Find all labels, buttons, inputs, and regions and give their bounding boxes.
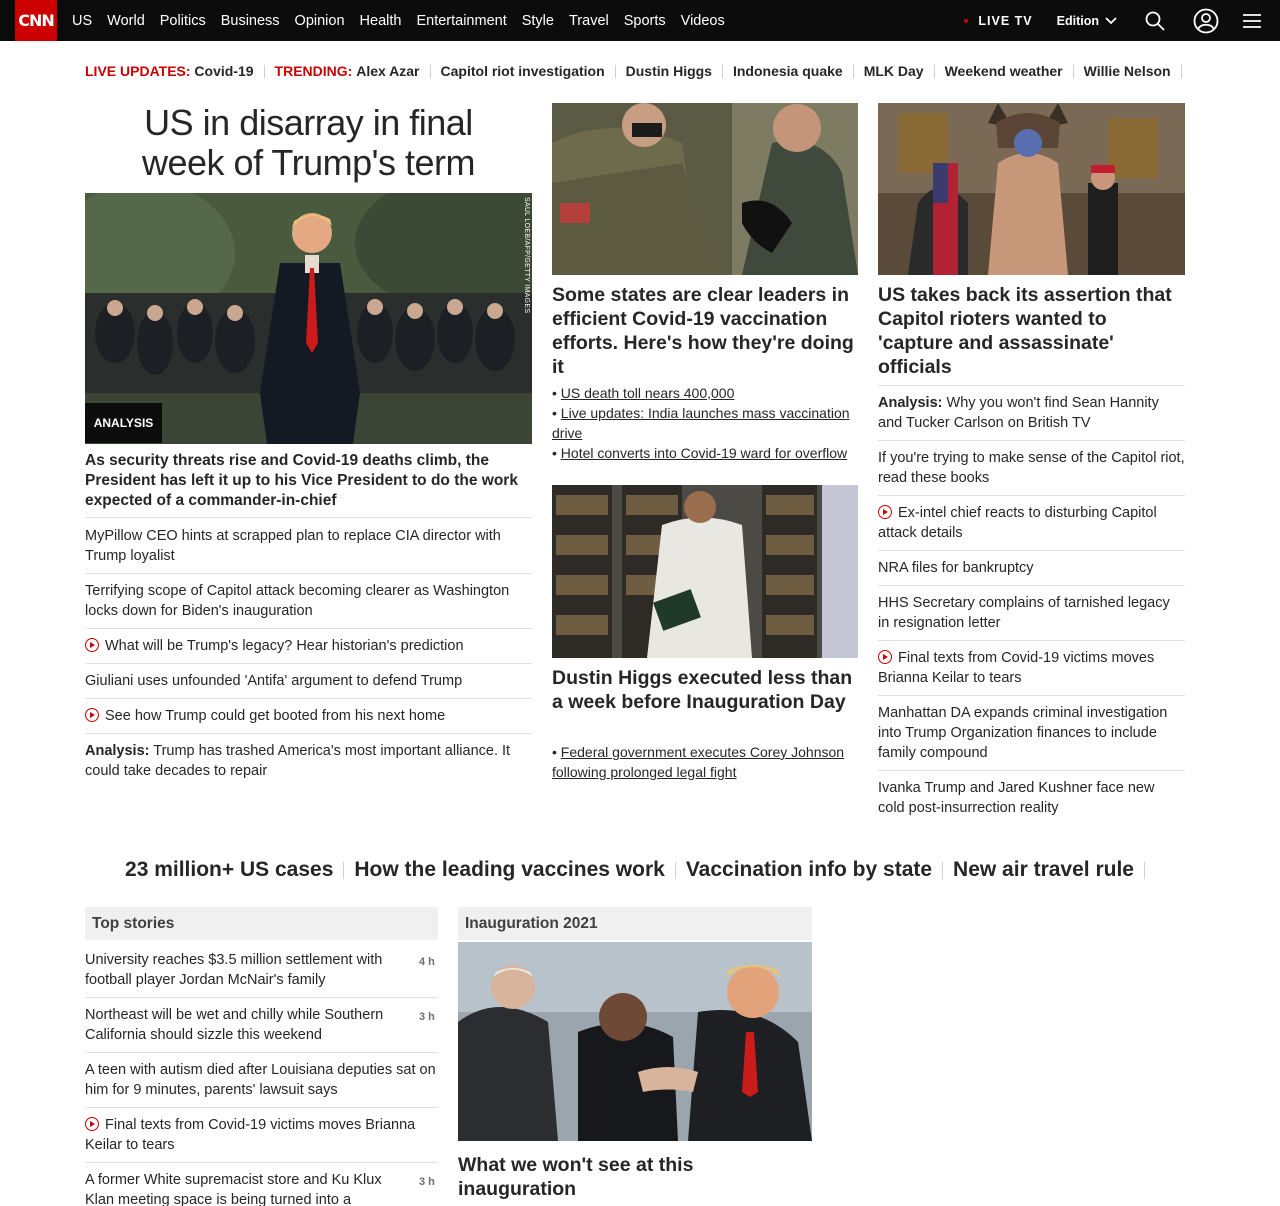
divider [85,698,532,699]
search-icon[interactable] [1145,11,1165,31]
inauguration-photo[interactable] [458,942,812,1141]
video-story-link[interactable] [85,1115,438,1155]
divider [878,385,1185,386]
video-story-link[interactable] [878,648,1185,688]
divider [722,65,723,78]
divider [85,628,532,629]
nav-link-politics[interactable]: Politics [159,12,206,29]
nav-link-business[interactable]: Business [220,12,280,29]
divider [878,440,1185,441]
covid-link[interactable]: New air travel rule [953,858,1134,881]
story-link[interactable]: NRA files for bankruptcy [878,560,1034,576]
story-link[interactable]: If you're trying to make sense of the Capitol riot, read these books [878,450,1185,486]
nav-link-health[interactable]: Health [359,12,402,29]
divider [942,862,943,879]
main-headline[interactable] [85,103,532,183]
nav-link-videos[interactable]: Videos [680,12,725,29]
divider [878,695,1185,696]
story-link[interactable]: Ivanka Trump and Jared Kushner face new cold post-insurrection reality [878,780,1155,816]
timestamp: 3 h [419,1176,435,1188]
bullet-text: US death toll nears 400,000 [560,385,735,401]
covid-link[interactable]: How the leading vaccines work [354,858,665,881]
divider [343,862,344,879]
play-icon [85,1117,99,1131]
top-story-link[interactable]: University reaches $3.5 million settlement with football player Jordan McNair's family [85,952,383,988]
divider [85,1052,438,1053]
live-dot-icon [964,19,968,23]
divider [878,585,1185,586]
play-icon [85,708,99,722]
divider [1144,862,1145,879]
photo-illustration [552,103,858,275]
covid-link[interactable]: 23 million+ US cases [125,858,334,881]
lead-story[interactable]: As security threats rise and Covid-19 deaths climb, the President has left it up to his Vice President to do the work expected of a commander-in-chief [85,452,518,509]
nav-link-world[interactable]: World [107,12,145,29]
live-tv-label: LIVE TV [978,13,1033,28]
nav-link-opinion[interactable]: Opinion [294,12,345,29]
nav-right [964,0,1280,41]
nav-link-us[interactable]: US [72,12,93,29]
trending-item[interactable]: Alex Azar [356,63,420,79]
trending-item[interactable]: Weekend weather [944,63,1063,79]
divider [264,65,265,78]
divider [878,640,1185,641]
divider [878,770,1185,771]
timestamp: 4 h [419,956,435,968]
play-icon [878,505,892,519]
bullet-link[interactable]: • Live updates: India launches mass vaccination drive [552,405,850,441]
divider [85,1162,438,1163]
photo-credit: SAUL LOEB/AFP/GETTY IMAGES [523,197,530,314]
edition-label: Edition [1056,13,1099,28]
bullet-link[interactable]: • US death toll nears 400,000 [552,385,735,401]
nav-link-travel[interactable]: Travel [568,12,609,29]
analysis-label: Analysis: [878,395,943,411]
play-icon [878,650,892,664]
story-text: What will be Trump's legacy? Hear historian's prediction [105,638,464,654]
divider [853,65,854,78]
inauguration-header: Inauguration 2021 [458,907,812,942]
bullet-text: Live updates: India launches mass vaccination drive [552,405,850,441]
vaccination-photo[interactable] [552,103,858,275]
video-story-link[interactable] [85,636,532,656]
story-text: Final texts from Covid-19 victims moves Brianna Keilar to tears [85,1117,416,1153]
cnn-logo[interactable]: CNN [15,0,57,41]
divider [675,862,676,879]
story-link[interactable]: Terrifying scope of Capitol attack becoming clearer as Washington locks down for Biden's inauguration [85,583,510,619]
nav-link-style[interactable]: Style [521,12,554,29]
inauguration-headline[interactable]: What we won't see at this inauguration [458,1154,694,1200]
bullet-link[interactable]: • Hotel converts into Covid-19 ward for overflow [552,445,848,461]
bullet-link[interactable]: • Federal government executes Corey Johnson following prolonged legal fight [552,744,845,780]
story-link[interactable]: HHS Secretary complains of tarnished legacy in resignation letter [878,595,1170,631]
divider [878,550,1185,551]
live-updates-label: LIVE UPDATES: [85,63,191,79]
trending-item[interactable]: Indonesia quake [732,63,843,79]
bullet-text: Federal government executes Corey Johnson following prolonged legal fight [552,744,845,780]
live-tv-link[interactable] [964,14,1032,28]
higgs-photo[interactable] [552,485,858,658]
timestamp: 3 h [419,1011,435,1023]
trending-bar [85,62,1192,80]
trending-label: TRENDING: [274,63,353,79]
nav-links [72,0,740,41]
top-story-link[interactable]: A teen with autism died after Louisiana deputies sat on him for 9 minutes, parents' lawsuit says [85,1062,436,1098]
menu-icon[interactable] [1243,13,1261,29]
trending-item[interactable]: Willie Nelson [1083,63,1171,79]
story-text: Why you won't find Sean Hannity and Tucker Carlson on British TV [878,395,1159,431]
account-icon[interactable] [1193,8,1219,34]
covid-links-bar [0,858,1280,882]
main-headline-line: US in disarray in final [144,102,473,143]
video-story-link[interactable] [878,503,1185,543]
trending-item[interactable]: MLK Day [863,63,924,79]
higgs-headline[interactable]: Dustin Higgs executed less than a week before Inauguration Day [552,667,853,713]
nav-link-sports[interactable]: Sports [623,12,666,29]
divider [85,997,438,998]
live-updates-item[interactable]: Covid-19 [194,63,254,79]
photo-illustration [458,942,812,1141]
top-nav [0,0,1280,41]
trending-item[interactable]: Capitol riot investigation [440,63,605,79]
trending-item[interactable]: Dustin Higgs [625,63,712,79]
nav-link-entertainment[interactable]: Entertainment [416,12,507,29]
divider [1073,65,1074,78]
divider [1181,65,1182,78]
chevron-down-icon [1105,17,1117,25]
story-text: Final texts from Covid-19 victims moves Brianna Keilar to tears [878,650,1155,686]
main-headline-line: week of Trump's term [142,142,475,183]
capitol-headline[interactable]: US takes back its assertion that Capitol rioters wanted to 'capture and assassinate' officials [878,284,1172,378]
vaccination-headline[interactable]: Some states are clear leaders in efficient Covid-19 vaccination efforts. Here's how they're doing it [552,284,854,378]
capitol-rioters-photo[interactable] [878,103,1185,275]
divider [85,1107,438,1108]
top-stories-header: Top stories [85,907,438,942]
story-link[interactable]: Manhattan DA expands criminal investigation into Trump Organization finances to include family compound [878,705,1168,761]
divider [85,573,532,574]
divider [85,733,532,734]
bullet-text: Hotel converts into Covid-19 ward for overflow [560,445,848,461]
edition-dropdown[interactable] [1057,14,1117,28]
covid-link[interactable]: Vaccination info by state [685,858,933,881]
analysis-story-link[interactable] [85,741,532,781]
photo-illustration [878,103,1185,275]
divider [85,663,532,664]
divider [615,65,616,78]
top-story-link[interactable]: A former White supremacist store and Ku Klux Klan meeting space is being turned into a [85,1172,382,1206]
divider [430,65,431,78]
analysis-story-link[interactable] [878,393,1185,433]
top-story-link[interactable]: Northeast will be wet and chilly while Southern California should sizzle this weekend [85,1007,384,1043]
analysis-label: Analysis: [85,743,150,759]
divider [85,517,532,518]
story-text: Ex-intel chief reacts to disturbing Capitol attack details [878,505,1157,541]
play-icon [85,638,99,652]
story-link[interactable]: MyPillow CEO hints at scrapped plan to replace CIA director with Trump loyalist [85,528,501,564]
divider [934,65,935,78]
story-link[interactable]: Giuliani uses unfounded 'Antifa' argument to defend Trump [85,673,463,689]
photo-illustration [552,485,858,658]
story-text: See how Trump could get booted from his next home [105,708,446,724]
divider [878,495,1185,496]
video-story-link[interactable] [85,706,532,726]
story-text: Trump has trashed America's most important alliance. It could take decades to repair [85,743,511,779]
analysis-badge: ANALYSIS [85,403,162,443]
